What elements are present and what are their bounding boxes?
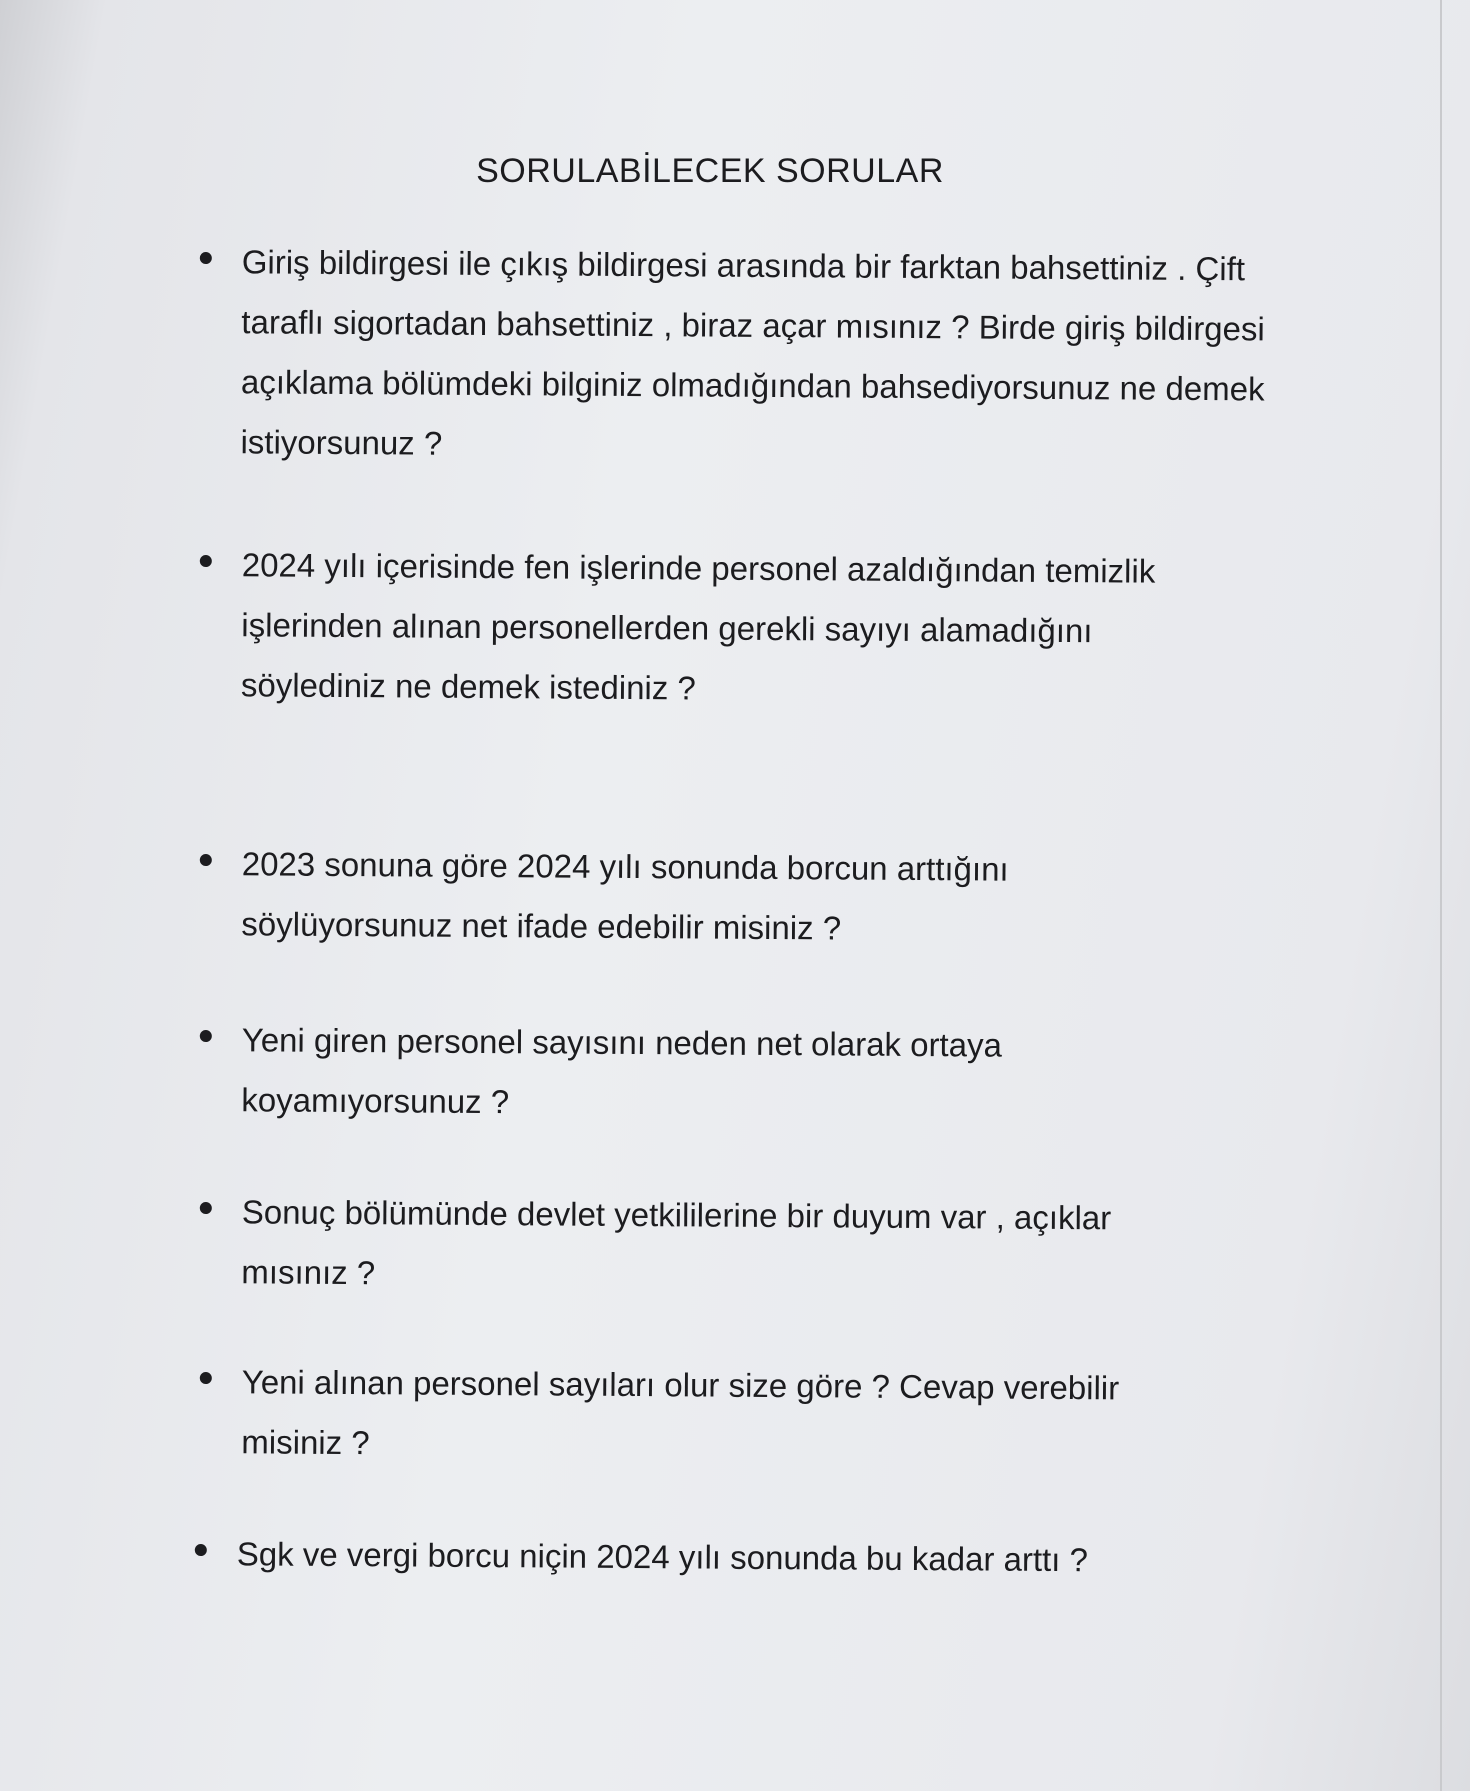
document-title: SORULABİLECEK SORULAR (476, 152, 944, 190)
bullet-icon (200, 555, 212, 567)
bullet-icon (200, 1202, 212, 1214)
bullet-icon (200, 854, 212, 866)
question-text: Yeni giren personel sayısını neden net olarak ortaya koyamıyorsunuz ? (241, 1021, 1003, 1121)
bullet-icon (195, 1544, 207, 1556)
question-item (198, 232, 1290, 480)
question-text: 2023 sonuna göre 2024 yılı sonunda borcun arttığını söylüyorsunuz net ifade edebilir misiniz ? (241, 845, 1009, 947)
paper-edge (1440, 0, 1442, 1791)
question-text: Giriş bildirgesi ile çıkış bildirgesi arasında bir farktan bahsettiniz . Çift taraflı sigortadan bahsettiniz , biraz açar mısınız ? Birde giriş bildirgesi açıklama bölümdeki bilginiz olmadığından bahsediyorsunuz ne demek istiyorsunuz ? (240, 243, 1265, 462)
question-text: Sgk ve vergi borcu niçin 2024 yılı sonunda bu kadar arttı ? (236, 1535, 1089, 1579)
question-text: Yeni alınan personel sayıları olur size göre ? Cevap verebilir misiniz ? (241, 1363, 1120, 1462)
bullet-icon (200, 1372, 212, 1384)
question-text: 2024 yılı içerisinde fen işlerinde personel azaldığından temizlik işlerinden alınan personellerden gerekli sayıyı alamadığını söylediniz ne demek istediniz ? (240, 546, 1156, 707)
bullet-icon (200, 1030, 212, 1042)
question-item (199, 834, 1290, 962)
question-text: Sonuç bölümünde devlet yetkililerine bir duyum var , açıklar mısınız ? (241, 1193, 1112, 1292)
question-item (199, 1010, 1290, 1138)
question-item (199, 1182, 1290, 1310)
bullet-icon (200, 252, 212, 264)
question-item (195, 1524, 1285, 1592)
question-item (199, 535, 1290, 723)
question-item (199, 1352, 1290, 1480)
